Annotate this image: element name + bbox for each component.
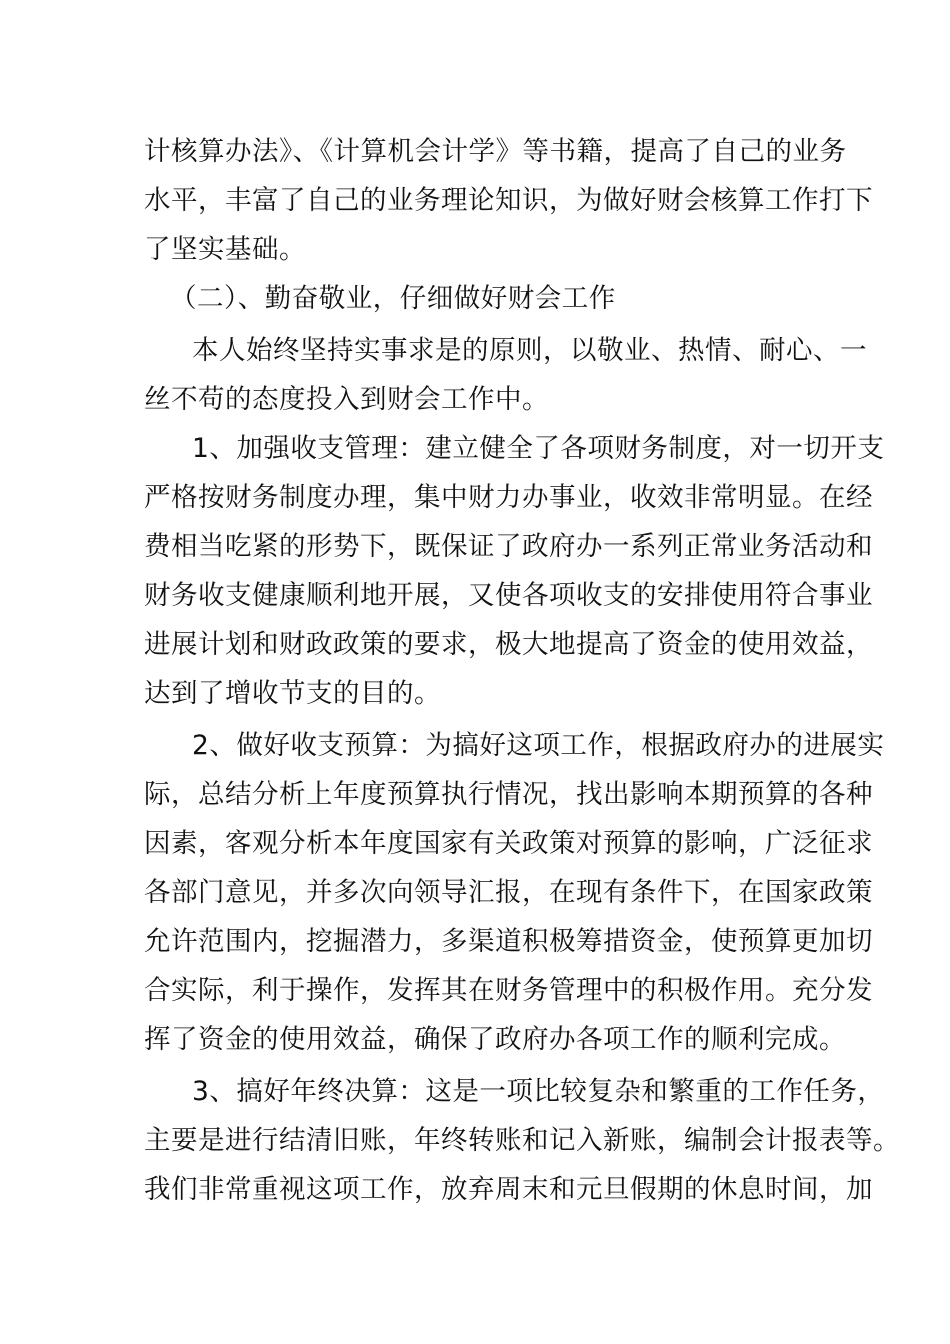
text-line-17: 允许范围内，挖掘潜力，多渠道积极筹措资金，使预算更加切	[144, 926, 873, 957]
text-line-6: 丝不苟的态度投入到财会工作中。	[144, 384, 549, 415]
text-line-5: 本人始终坚持实事求是的原则，以敬业、热情、耐心、一	[192, 335, 867, 366]
text-line-13: 2、做好收支预算：为搞好这项工作，根据政府办的进展实	[192, 730, 885, 761]
text-line-21: 主要是进行结清旧账，年终转账和记入新账，编制会计报表等。	[144, 1125, 900, 1156]
text-line-14: 际，总结分析上年度预算执行情况，找出影响本期预算的各种	[144, 779, 873, 810]
text-line-19: 挥了资金的使用效益，确保了政府办各项工作的顺利完成。	[144, 1024, 846, 1055]
text-line-15: 因素，客观分析本年度国家有关政策对预算的影响，广泛征求	[144, 828, 873, 859]
text-line-9: 费相当吃紧的形势下，既保证了政府办一系列正常业务活动和	[144, 531, 873, 562]
text-line-2: 水平，丰富了自己的业务理论知识，为做好财会核算工作打下	[144, 185, 873, 216]
text-line-16: 各部门意见，并多次向领导汇报，在现有条件下，在国家政策	[144, 877, 873, 908]
text-line-22: 我们非常重视这项工作，放弃周末和元旦假期的休息时间，加	[144, 1174, 873, 1205]
text-line-20: 3、搞好年终决算：这是一项比较复杂和繁重的工作任务，	[192, 1076, 885, 1107]
text-line-3: 了坚实基础。	[144, 234, 306, 265]
text-line-8: 严格按财务制度办理，集中财力办事业，收效非常明显。在经	[144, 482, 873, 513]
text-line-12: 达到了增收节支的目的。	[144, 678, 441, 709]
text-line-11: 进展计划和财政政策的要求，极大地提高了资金的使用效益，	[144, 629, 873, 660]
text-line-18: 合实际，利于操作，发挥其在财务管理中的积极作用。充分发	[144, 975, 873, 1006]
text-line-7: 1、加强收支管理：建立健全了各项财务制度，对一切开支	[192, 433, 885, 464]
section-heading: （二）、勤奋敬业，仔细做好财会工作	[170, 283, 616, 314]
text-line-10: 财务收支健康顺利地开展，又使各项收支的安排使用符合事业	[144, 580, 873, 611]
text-line-1: 计核算办法》、《计算机会计学》等书籍，提高了自己的业务	[144, 136, 847, 167]
